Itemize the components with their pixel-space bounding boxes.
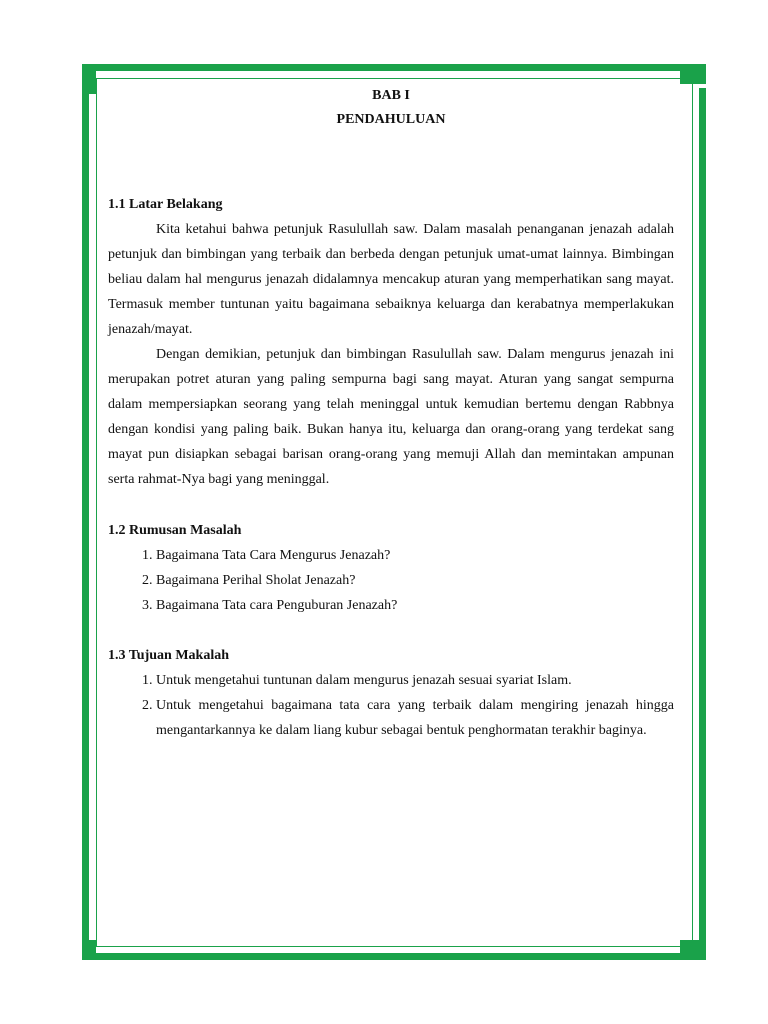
list-item: 1. Untuk mengetahui tuntunan dalam mengurus jenazah sesuai syariat Islam. <box>156 668 674 693</box>
chapter-number: BAB I <box>372 88 410 103</box>
corner-tl <box>82 64 96 94</box>
list-item: 2. Untuk mengetahui bagaimana tata cara yang terbaik dalam mengiring jenazah hingga mengantarkannya ke dalam liang kubur sebagai bentuk penghormatan terakhir baginya. <box>156 693 674 743</box>
border-bottom-thick <box>82 953 686 960</box>
border-top-thick <box>82 64 686 71</box>
border-bottom-thin <box>96 946 692 947</box>
document-page <box>108 84 674 743</box>
paragraph: Kita ketahui bahwa petunjuk Rasulullah saw. Dalam masalah penanganan jenazah adalah petunjuk dan bimbingan yang terbaik dan berbeda dengan petunjuk umat-umat lainnya. Bimbingan beliau dalam hal mengurus jenazah didalamnya mencakup aturan yang memperhatikan sang mayat. Termasuk member tuntunan yaitu bagaimana sebaiknya keluarga dan kerabatnya memperlakukan jenazah/mayat. <box>108 222 674 337</box>
border-right-thick <box>699 88 706 940</box>
section-heading-latar-belakang: 1.1 Latar Belakang <box>108 197 223 212</box>
border-top-thin <box>96 78 692 79</box>
border-right-thin <box>692 78 693 947</box>
corner-tr <box>680 64 706 84</box>
chapter-title: PENDAHULUAN <box>336 112 446 127</box>
rumusan-masalah-list <box>108 543 674 618</box>
section-heading-rumusan-masalah: 1.2 Rumusan Masalah <box>108 523 242 538</box>
border-left-thick <box>82 88 89 940</box>
section-heading-tujuan-makalah: 1.3 Tujuan Makalah <box>108 648 229 663</box>
list-item: 2. Bagaimana Perihal Sholat Jenazah? <box>156 568 674 593</box>
tujuan-makalah-list <box>108 668 674 743</box>
list-item: 3. Bagaimana Tata cara Penguburan Jenazah? <box>156 593 674 618</box>
corner-br <box>680 940 706 960</box>
corner-bl <box>82 940 96 960</box>
paragraph: Dengan demikian, petunjuk dan bimbingan Rasulullah saw. Dalam mengurus jenazah ini merupakan potret aturan yang paling sempurna bagi sang mayat. Aturan yang sangat sempurna dalam mempersiapkan seorang yang telah meninggal untuk kemudian bertemu dengan Rabbnya dengan kondisi yang paling baik. Bukan hanya itu, keluarga dan orang-orang yang terdekat sang mayat pun disiapkan sebagai barisan orang-orang yang memuji Allah dan memintakan ampunan serta rahmat-Nya bagi yang meninggal. <box>108 347 674 487</box>
border-left-thin <box>96 78 97 947</box>
list-item: 1. Bagaimana Tata Cara Mengurus Jenazah? <box>156 543 674 568</box>
